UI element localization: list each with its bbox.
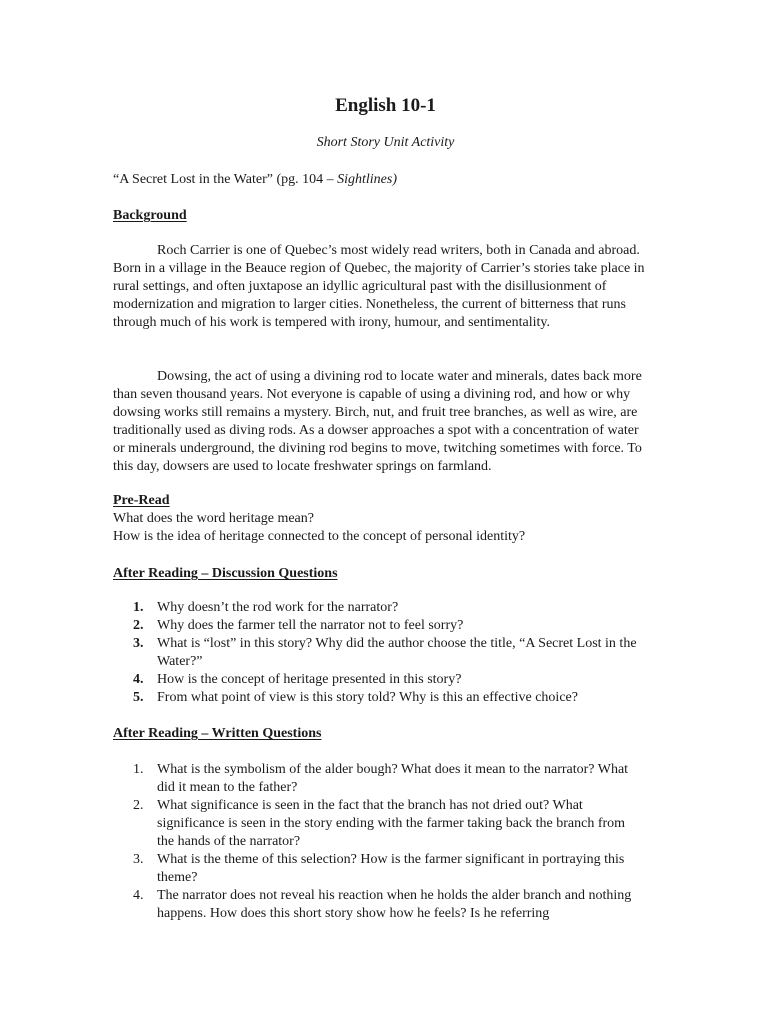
background-paragraph-2: Dowsing, the act of using a divining rod to locate water and minerals, dates back more than seven thousand years. Not everyone is capable of using a divining rod, and how or why dowsing works still remains a mystery. Birch, nut, and fruit tree branches, as well as wire, are traditionally used as diving rods. As a dowser approaches a spot with a concentration of water or minerals underground, the divining rod begins to move, twitching sometimes with force. To this day, dowsers are used to locate freshwater springs on farmland.	[113, 369, 642, 474]
list-item: 2. Why does the farmer tell the narrator not to feel sorry?	[133, 618, 464, 633]
list-item: 5. From what point of view is this story told? Why is this an effective choice?	[133, 690, 578, 705]
list-item: 1. What is the symbolism of the alder bough? What does it mean to the narrator? What did it mean to the father?	[133, 762, 629, 795]
written-heading: After Reading – Written Questions	[113, 726, 322, 741]
list-item: 4. How is the concept of heritage presented in this story?	[133, 672, 462, 687]
list-item: 1. Why doesn’t the rod work for the narrator?	[133, 600, 399, 615]
discussion-question-list	[113, 599, 638, 707]
discussion-heading: After Reading – Discussion Questions	[113, 566, 338, 581]
background-paragraph-1: Roch Carrier is one of Quebec’s most widely read writers, both in Canada and abroad. Born in a village in the Beauce region of Quebec, the majority of Carrier’s stories take place in rural settings, and often juxtapose an idyllic agricultural past with the disillusionment of modernization and migration to larger cities. Nonetheless, the current of bitterness that runs through much of his work is tempered with irony, humour, and sentimentality.	[113, 243, 645, 330]
written-question-list	[113, 761, 638, 923]
story-reference	[113, 171, 397, 189]
story-title-text: “A Secret Lost in the Water” (pg. 104 –	[113, 172, 338, 187]
list-item: 2. What significance is seen in the fact that the branch has not dried out? What significance is seen in the story ending with the farmer taking back the branch from the hands of the narrator?	[133, 798, 626, 849]
list-item: 4. The narrator does not reveal his reaction when he holds the alder branch and nothing happens. How does this short story show how he feels? Is he referring	[133, 888, 632, 921]
list-item: 3. What is the theme of this selection? How is the farmer significant in portraying this theme?	[133, 852, 625, 885]
story-source: Sightlines)	[337, 172, 397, 187]
background-heading: Background	[113, 208, 187, 223]
page-title: English 10-1	[335, 95, 436, 116]
pre-read-question-1: What does the word heritage mean?	[113, 511, 314, 526]
page-subtitle: Short Story Unit Activity	[316, 135, 455, 150]
pre-read-question-2: How is the idea of heritage connected to the concept of personal identity?	[113, 529, 526, 544]
pre-read-heading: Pre-Read	[113, 493, 170, 508]
list-item: 3. What is “lost” in this story? Why did the author choose the title, “A Secret Lost in the Water?”	[133, 636, 637, 669]
